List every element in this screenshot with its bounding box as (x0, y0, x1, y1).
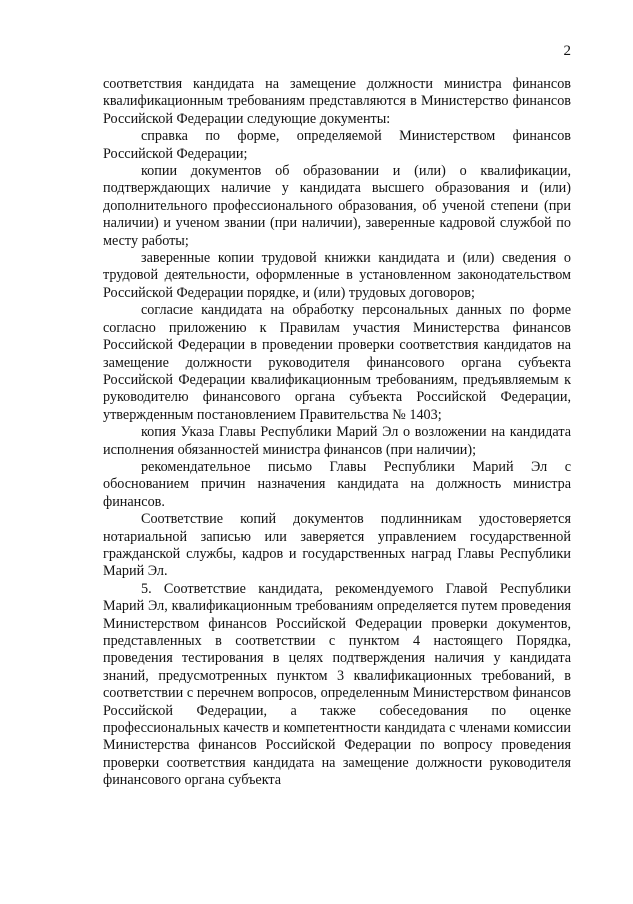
paragraph-item-recommendation-letter: рекомендательное письмо Главы Республики Марий Эл с обоснованием причин назначения кандидата на должность министра финансов. (103, 458, 571, 510)
paragraph-item-personal-data-consent: согласие кандидата на обработку персональных данных по форме согласно приложению к Правилам участия Министерства финансов Российской Федерации в проведении проверки соответствия кандидатов на замещение должности руководителя финансового органа субъекта Российской Федерации квалификационным требованиям, предъявляемым к руководителю финансового органа субъекта Российской Федерации, утвержденным постановлением Правительства № 1403; (103, 302, 571, 423)
paragraph-continuation: соответствия кандидата на замещение должности министра финансов квалификационным требованиям представляются в Министерство финансов Российской Федерации следующие документы: (103, 76, 571, 127)
paragraph-item-education-copies: копии документов об образовании и (или) о квалификации, подтверждающих наличие у кандидата высшего образования и (или) дополнительного профессионального образования, об ученой степени (при наличии) и ученом звании (при наличии), заверенные кадровой службой по месту работы; (103, 163, 571, 249)
paragraph-copies-certification: Соответствие копий документов подлинникам удостоверяется нотариальной записью или заверяется управлением государственной гражданской службы, кадров и государственных наград Главы Республики Марий Эл. (103, 511, 571, 580)
paragraph-item-work-record: заверенные копии трудовой книжки кандидата и (или) сведения о трудовой деятельности, оформленные в установленном законодательством Российской Федерации порядке, и (или) трудовых договоров; (103, 250, 571, 301)
paragraph-clause-5: 5. Соответствие кандидата, рекомендуемого Главой Республики Марий Эл, квалификационным требованиям определяется путем проведения Министерством финансов Российской Федерации проверки документов, представленных в соответствии с пунктом 4 настоящего Порядка, проведения тестирования в целях подтверждения наличия у кандидата знаний, предусмотренных пунктом 3 квалификационных требований, в соответствии с перечнем вопросов, определенным Министерством финансов Российской Федерации, а также собеседования по оценке профессиональных качеств и компетентности кандидата с членами комиссии Министерства финансов Российской Федерации по вопросу проведения проверки соответствия кандидата на замещение должности руководителя финансового органа субъекта (103, 580, 571, 789)
page-number: 2 (563, 43, 571, 59)
document-body (103, 76, 571, 790)
paragraph-item-decree-copy: копия Указа Главы Республики Марий Эл о возложении на кандидата исполнения обязанностей министра финансов (при наличии); (103, 424, 571, 458)
paragraph-item-certificate: справка по форме, определяемой Министерством финансов Российской Федерации; (103, 128, 571, 162)
